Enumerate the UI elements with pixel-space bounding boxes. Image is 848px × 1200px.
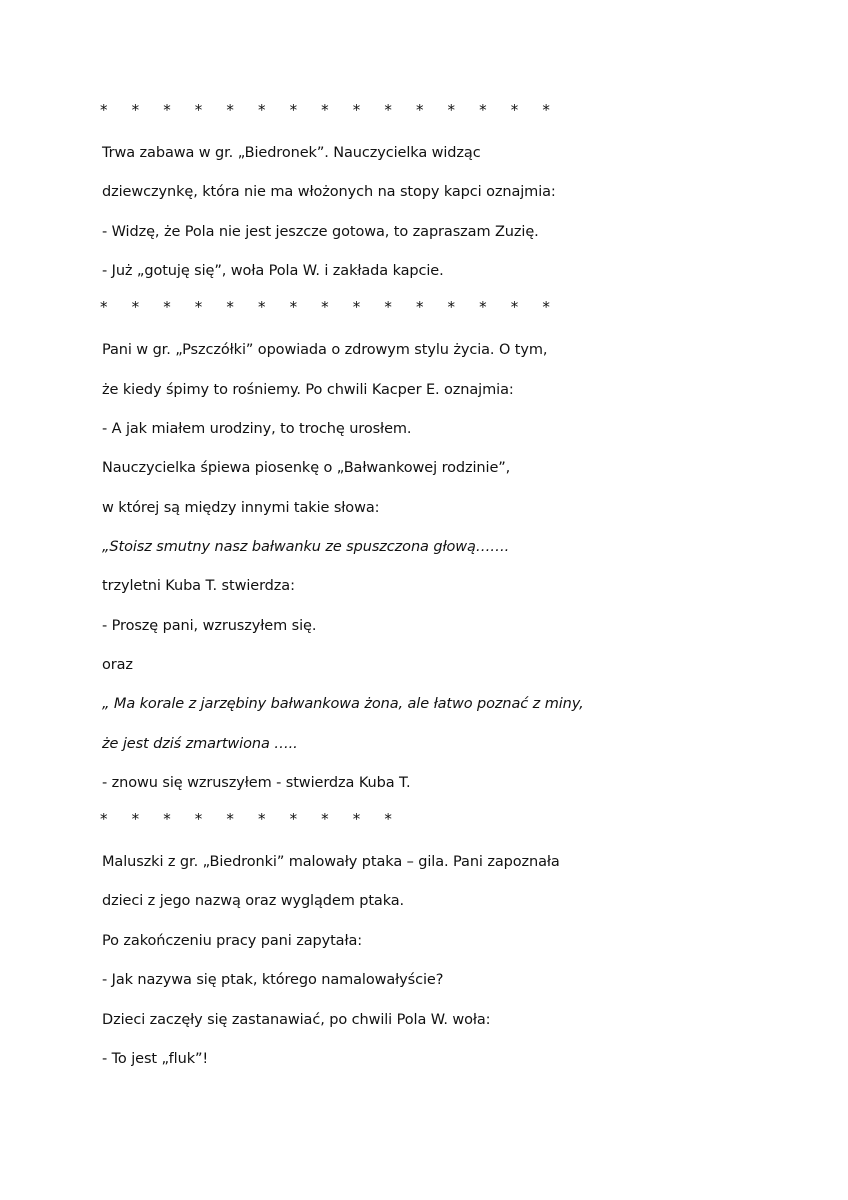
story-line: dziewczynkę, która nie ma włożonych na stopy kapci oznajmia: bbox=[102, 184, 556, 200]
star-icon: * bbox=[226, 810, 234, 828]
star-icon: * bbox=[163, 810, 171, 828]
star-icon: * bbox=[479, 298, 487, 316]
star-icon: * bbox=[194, 298, 203, 316]
star-icon: * bbox=[131, 101, 140, 119]
story-line: w której są między innymi takie słowa: bbox=[102, 500, 380, 516]
star-icon: * bbox=[100, 298, 108, 316]
star-icon: * bbox=[384, 810, 392, 828]
star-icon: * bbox=[194, 810, 203, 828]
star-icon: * bbox=[352, 101, 361, 119]
story-line: - znowu się wzruszyłem - stwierdza Kuba T. bbox=[102, 775, 411, 791]
star-icon: * bbox=[352, 298, 361, 316]
star-icon: * bbox=[384, 298, 392, 316]
star-separator bbox=[100, 297, 574, 317]
star-icon: * bbox=[510, 101, 519, 119]
star-icon: * bbox=[289, 810, 298, 828]
song-quote-line: że jest dziś zmartwiona ….. bbox=[102, 736, 298, 752]
star-icon: * bbox=[479, 101, 487, 119]
story-line: - Proszę pani, wzruszyłem się. bbox=[102, 618, 317, 634]
star-icon: * bbox=[415, 298, 424, 316]
story-line: - Widzę, że Pola nie jest jeszcze gotowa, to zapraszam Zuzię. bbox=[102, 224, 539, 240]
story-line: - To jest „fluk”! bbox=[102, 1051, 209, 1067]
star-icon: * bbox=[257, 101, 266, 119]
star-icon: * bbox=[289, 298, 298, 316]
star-icon: * bbox=[321, 810, 329, 828]
star-icon: * bbox=[510, 298, 519, 316]
star-icon: * bbox=[447, 298, 456, 316]
star-icon: * bbox=[384, 101, 392, 119]
star-separator bbox=[100, 809, 416, 829]
story-line: - A jak miałem urodziny, to trochę urosłem. bbox=[102, 421, 412, 437]
story-line: - Już „gotuję się”, woła Pola W. i zakłada kapcie. bbox=[102, 263, 444, 279]
star-icon: * bbox=[542, 298, 550, 316]
star-icon: * bbox=[131, 298, 140, 316]
story-line: Maluszki z gr. „Biedronki” malowały ptaka – gila. Pani zapoznała bbox=[102, 854, 560, 870]
star-icon: * bbox=[163, 101, 171, 119]
star-icon: * bbox=[257, 810, 266, 828]
story-line: - Jak nazywa się ptak, którego namalowałyście? bbox=[102, 972, 444, 988]
star-icon: * bbox=[226, 101, 234, 119]
star-icon: * bbox=[321, 298, 329, 316]
story-line: dzieci z jego nazwą oraz wyglądem ptaka. bbox=[102, 893, 405, 909]
story-line: że kiedy śpimy to rośniemy. Po chwili Kacper E. oznajmia: bbox=[102, 382, 514, 398]
star-icon: * bbox=[226, 298, 234, 316]
story-line: Trwa zabawa w gr. „Biedronek”. Nauczycielka widząc bbox=[102, 145, 481, 161]
story-line: Nauczycielka śpiewa piosenkę o „Bałwankowej rodzinie”, bbox=[102, 460, 511, 476]
star-icon: * bbox=[163, 298, 171, 316]
star-icon: * bbox=[415, 101, 424, 119]
song-quote-line: „Stoisz smutny nasz bałwanku ze spuszczona głową……. bbox=[102, 539, 510, 555]
star-icon: * bbox=[352, 810, 361, 828]
story-line: Pani w gr. „Pszczółki” opowiada o zdrowym stylu życia. O tym, bbox=[102, 342, 548, 358]
star-separator bbox=[100, 100, 574, 120]
star-icon: * bbox=[257, 298, 266, 316]
story-line: trzyletni Kuba T. stwierdza: bbox=[102, 578, 295, 594]
star-icon: * bbox=[289, 101, 298, 119]
star-icon: * bbox=[100, 810, 108, 828]
star-icon: * bbox=[194, 101, 203, 119]
star-icon: * bbox=[100, 101, 108, 119]
star-icon: * bbox=[542, 101, 550, 119]
star-icon: * bbox=[321, 101, 329, 119]
story-line: Po zakończeniu pracy pani zapytała: bbox=[102, 933, 363, 949]
star-icon: * bbox=[131, 810, 140, 828]
story-line: oraz bbox=[102, 657, 133, 673]
story-line: Dzieci zaczęły się zastanawiać, po chwili Pola W. woła: bbox=[102, 1012, 491, 1028]
star-icon: * bbox=[447, 101, 456, 119]
song-quote-line: „ Ma korale z jarzębiny bałwankowa żona, ale łatwo poznać z miny, bbox=[102, 696, 584, 712]
